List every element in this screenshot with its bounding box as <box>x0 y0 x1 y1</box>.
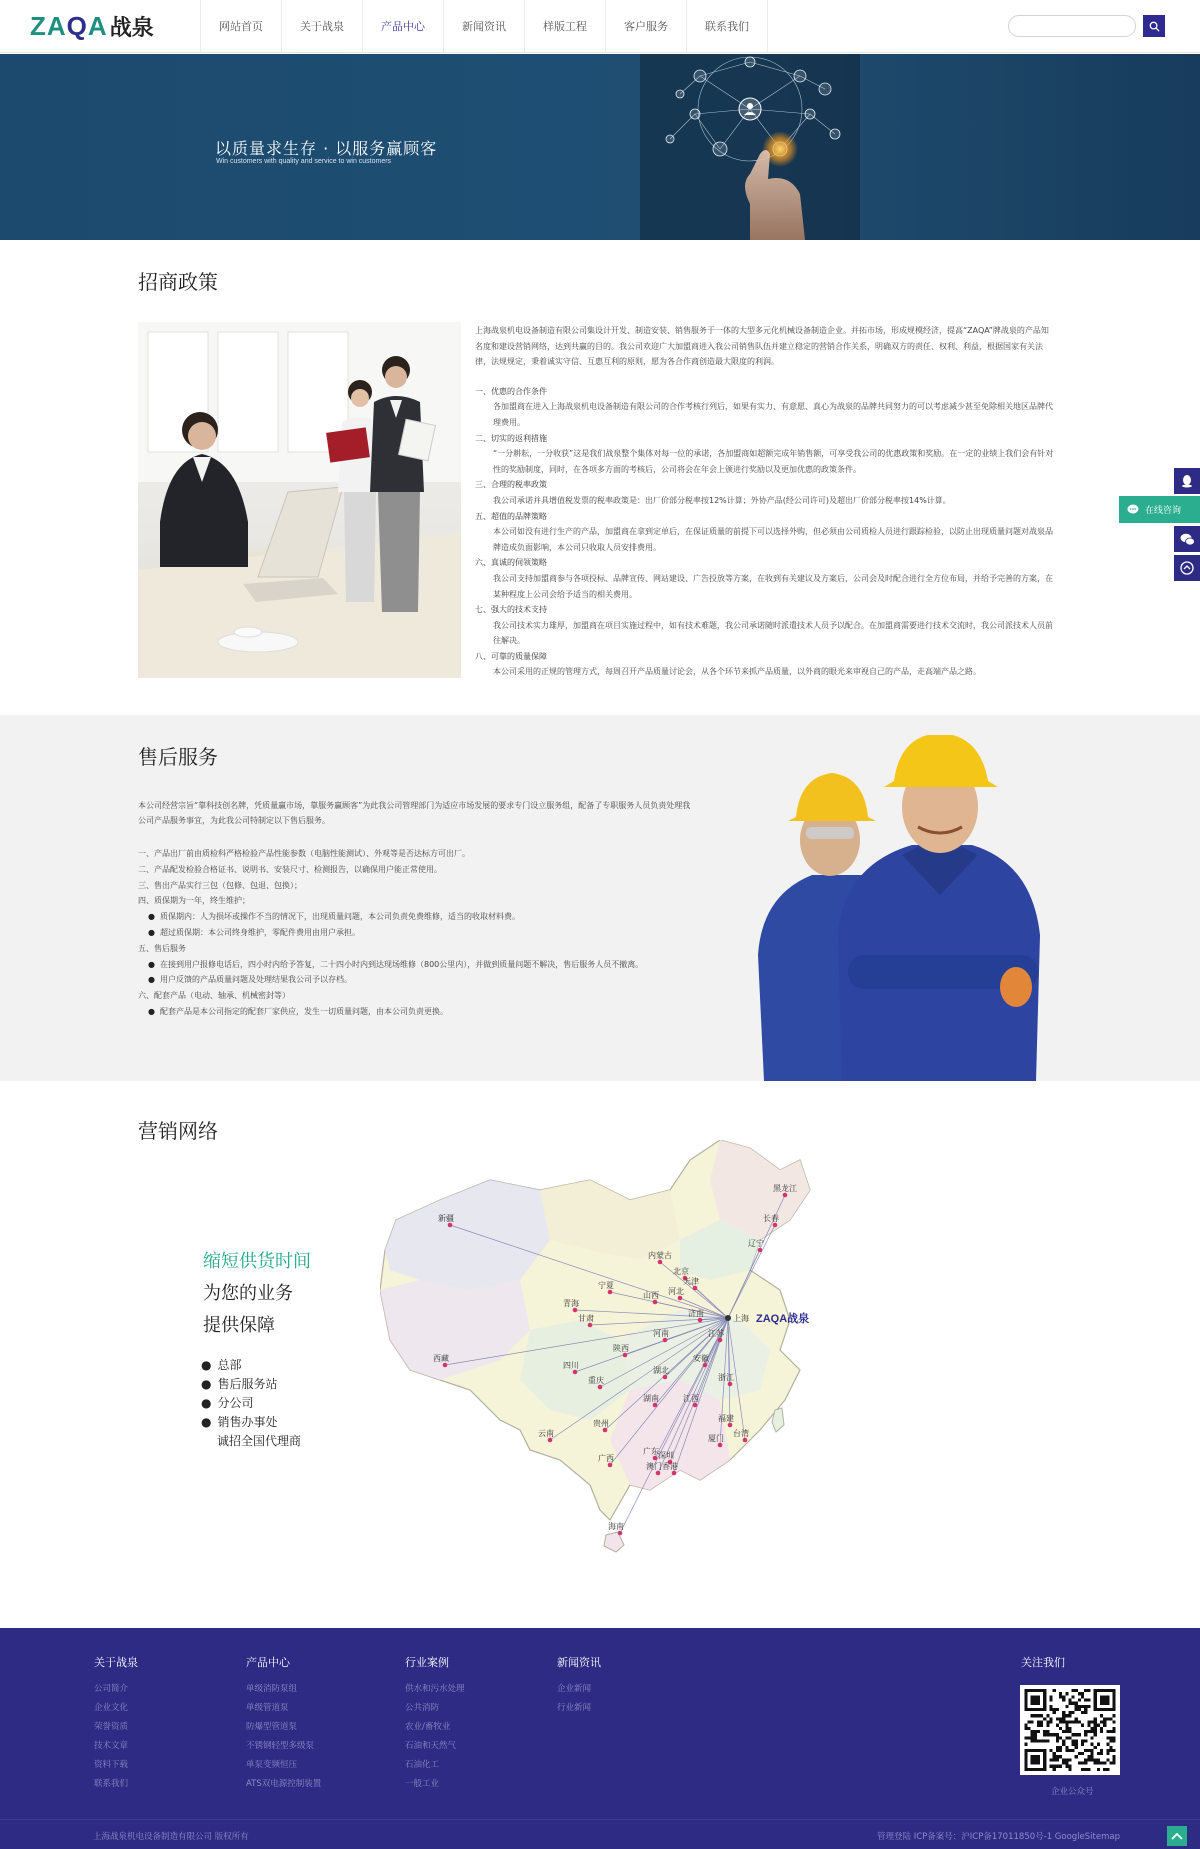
map-city-dot <box>678 1296 683 1301</box>
map-city-label: 北京 <box>673 1267 689 1276</box>
site-footer <box>0 1628 1200 1849</box>
network-headline-2: 为您的业务 <box>203 1283 293 1304</box>
network-headline-3: 提供保障 <box>203 1315 275 1336</box>
banner-title: 以质量求生存 · 以服务赢顾客 <box>215 139 438 158</box>
map-city-label: 重庆 <box>588 1376 604 1385</box>
policy-item-heading: 八、可靠的质量保障 <box>475 651 547 661</box>
search-input[interactable] <box>1008 15 1136 37</box>
map-city-label: 西藏 <box>433 1354 449 1363</box>
map-city-label: 澳门 <box>646 1462 662 1471</box>
map-city-label: 湖南 <box>643 1394 659 1403</box>
map-city-label: 广东 <box>643 1447 659 1456</box>
map-city-dot <box>693 1403 698 1408</box>
map-city-label: 海南 <box>608 1522 624 1531</box>
copyright-text: 上海战泉机电设备制造有限公司 版权所有 <box>93 1832 249 1842</box>
logo-text-a: ZA <box>30 10 67 41</box>
policy-item-body: 我公司支持加盟商参与各项投标、品牌宣传、网站建设、广告投放等方案，在收到有关建议及方案后，公司会及时配合进行全方位布局，并给予完善的方案，在某种程度上公司会给予适当的相关费用。 <box>493 573 1053 599</box>
policy-item-body: 各加盟商在进入上海战泉机电设备制造有限公司的合作考核行列后，如果有实力、有意愿、真心为战泉的品牌共同努力的可以考虑减少甚至免除相关地区品牌代理费用。 <box>493 402 1053 427</box>
map-city-label: 台湾 <box>733 1429 749 1438</box>
map-city-dot <box>718 1338 723 1343</box>
footer-col-about <box>94 1654 138 1794</box>
map-city-label: 深圳 <box>658 1451 674 1460</box>
map-city-label: 陕西 <box>613 1344 629 1353</box>
scroll-top-button[interactable] <box>1174 555 1200 581</box>
map-city-label: 安徽 <box>693 1354 709 1363</box>
side-toolbar <box>1174 468 1200 584</box>
map-city-dot <box>623 1353 628 1358</box>
nav-service[interactable]: 客户服务 <box>606 0 687 53</box>
map-city-label: 河北 <box>668 1287 684 1296</box>
map-city-label: 江苏 <box>708 1329 724 1338</box>
footer-link[interactable]: 单级管道泵 <box>246 1703 289 1713</box>
map-city-label: 济南 <box>688 1309 704 1318</box>
map-city-dot <box>773 1223 778 1228</box>
map-city-label: 湖北 <box>653 1366 669 1375</box>
main-nav <box>200 0 768 53</box>
footer-link[interactable]: 荣誉资质 <box>94 1722 129 1732</box>
footer-col-title: 行业案例 <box>405 1656 449 1669</box>
legend-item: ● 售后服务站 <box>201 1375 301 1394</box>
map-city-dot <box>663 1375 668 1380</box>
map-city-dot <box>758 1248 763 1253</box>
map-city-dot <box>608 1290 613 1295</box>
nav-about[interactable]: 关于战泉 <box>282 0 363 53</box>
logo-text-cn: 战泉 <box>109 15 154 41</box>
map-city-label: 广西 <box>598 1454 614 1463</box>
map-city-dot <box>728 1382 733 1387</box>
nav-home[interactable]: 网站首页 <box>201 0 282 53</box>
footer-link[interactable]: 公司简介 <box>94 1684 129 1694</box>
map-city-dot <box>693 1286 698 1291</box>
service-intro: 本公司经营宗旨“靠科技创名牌，凭质量赢市场，靠服务赢顾客”为此我公司管理部门为适应市场发展的要求专门设立服务组，配备了专职服务人员负责处理我公司产品服务事宜，为此我公司特制定以下售后服务。 <box>138 801 691 825</box>
policy-item-body: 本公司采用的正规的管理方式，每周召开产品质量讨论会，从各个环节来抓产品质量，以外商的眼光来审视自己的产品，走高端产品之路。 <box>493 667 981 677</box>
service-line: 一、产品出厂前由质检科严格检验产品性能参数（电脑性能测试）、外观等是否达标方可出厂。 <box>138 849 470 858</box>
map-city-label: 新疆 <box>438 1214 454 1223</box>
network-touch-illustration <box>600 54 900 240</box>
footer-link[interactable]: 企业文化 <box>94 1703 129 1713</box>
service-section <box>0 715 1200 1081</box>
policy-item-body: “一分耕耘，一分收获”这是我们战泉整个集体对每一位的承诺，各加盟商如超额完成年销售额，可享受我公司的优惠政策和奖励。在一定的业绩上我们会有针对性的奖励制度，同时，在各项多方面的考核后，公司将会在年会上颁进行奖励以及更加优惠的政策条件。 <box>493 449 1054 474</box>
map-legend <box>201 1356 301 1451</box>
legend-note: 诚招全国代理商 <box>217 1434 302 1448</box>
wechat-button[interactable] <box>1174 526 1200 552</box>
back-to-top-button[interactable] <box>1167 1826 1187 1846</box>
footer-link[interactable]: 防爆型管道泵 <box>246 1722 298 1732</box>
footer-col-title: 关于战泉 <box>94 1656 138 1669</box>
qq-chat-button[interactable] <box>1174 468 1200 494</box>
logo-text-c: A <box>87 10 108 41</box>
map-city-label: 长春 <box>763 1214 779 1223</box>
footer-link[interactable]: 公共消防 <box>405 1703 440 1713</box>
map-city-dot <box>573 1370 578 1375</box>
map-city-dot <box>653 1403 658 1408</box>
network-title: 营销网络 <box>138 1119 218 1143</box>
footer-link[interactable]: 供水和污水处理 <box>405 1684 465 1694</box>
logo-text-q: Q <box>66 10 88 41</box>
service-bullet: ● 超过质保期：本公司终身维护，零配件费用由用户承担。 <box>138 925 698 941</box>
policy-text <box>475 323 1055 680</box>
business-meeting-photo <box>138 322 461 678</box>
search-icon <box>1149 21 1160 32</box>
map-city-label: 厦门 <box>708 1434 724 1443</box>
policy-item-heading: 二、切实的返利措施 <box>475 433 547 443</box>
service-list <box>138 846 698 1020</box>
map-city-dot <box>598 1385 603 1390</box>
policy-item-heading: 七、强大的技术支持 <box>475 605 547 615</box>
policy-item-heading: 六、真诚的伺领策略 <box>475 558 547 568</box>
map-city-label: 宁夏 <box>598 1281 614 1290</box>
footer-link[interactable]: 联系我们 <box>94 1779 129 1789</box>
legend-item: ● 分公司 <box>201 1394 301 1413</box>
footer-link[interactable]: 一般工业 <box>405 1779 440 1789</box>
map-city-dot <box>548 1438 553 1443</box>
policy-item-heading: 一、优惠的合作条件 <box>475 386 547 396</box>
policy-item-heading: 五、超值的品牌策略 <box>475 511 547 521</box>
banner-subtitle: Win customers with quality and service to win customers <box>216 158 392 165</box>
wechat-icon <box>1180 533 1195 546</box>
map-city-dot <box>573 1308 578 1313</box>
footer-link[interactable]: 资料下载 <box>94 1760 129 1770</box>
map-city-dot <box>728 1423 733 1428</box>
map-city-dot <box>783 1193 788 1198</box>
search-button[interactable] <box>1143 15 1165 37</box>
map-logo: ZAQA战泉 <box>756 1313 810 1325</box>
map-city-label: 青海 <box>563 1299 579 1308</box>
map-city-dot <box>718 1443 723 1448</box>
workers-photo <box>752 735 1052 1081</box>
map-city-label: 辽宁 <box>748 1239 764 1248</box>
legend-item: ● 销售办事处 <box>201 1413 301 1432</box>
footer-col-title: 新闻资讯 <box>557 1656 601 1669</box>
china-sales-map <box>380 1140 940 1580</box>
map-city-dot <box>443 1363 448 1368</box>
service-bullet: ● 用户反馈的产品质量问题及处理结果我公司予以存档。 <box>138 972 698 988</box>
policy-item-body: 我公司承诺并具增值税发票的税率政策是：出厂价部分税率按12%计算；外协产品(经公司许可)及超出厂价部分税率按14%计算。 <box>493 495 951 505</box>
footer-link[interactable]: 石油化工 <box>405 1760 440 1770</box>
map-city-label: 香港 <box>662 1462 678 1471</box>
policy-title: 招商政策 <box>138 270 218 294</box>
map-city-label: 四川 <box>563 1361 579 1370</box>
service-bullet: ● 质保期内：人为损坏或操作不当的情况下，出现质量问题，本公司负责免费维修，适当的收取材料费。 <box>138 909 698 925</box>
map-city-dot <box>658 1260 663 1265</box>
footer-link[interactable]: 单泵变频恒压 <box>246 1760 298 1770</box>
consult-label: 在线咨询 <box>1145 506 1182 516</box>
footer-link[interactable]: 石油和天然气 <box>405 1741 457 1751</box>
legend-item: ● 总部 <box>201 1356 301 1375</box>
site-header <box>0 0 1200 53</box>
map-city-label: 天津 <box>683 1277 699 1286</box>
map-city-dot <box>663 1338 668 1343</box>
nav-contact[interactable]: 联系我们 <box>687 0 768 53</box>
service-line: 四、质保期为一年，终生维护； <box>138 896 250 906</box>
map-city-label: 云南 <box>538 1429 554 1438</box>
footer-link[interactable]: 技术文章 <box>94 1741 129 1751</box>
footer-col-title: 产品中心 <box>246 1656 290 1669</box>
map-city-label: 内蒙古 <box>648 1251 672 1260</box>
map-city-dot <box>672 1471 677 1476</box>
map-city-dot <box>448 1223 453 1228</box>
map-hq-label: 上海 <box>733 1314 749 1323</box>
online-consult-button[interactable] <box>1119 496 1200 523</box>
footer-link[interactable]: 农业/畜牧业 <box>405 1722 451 1732</box>
map-city-label: 河南 <box>653 1329 669 1338</box>
policy-intro: 上海战泉机电设备制造有限公司集设计开发、制造安装、销售服务于一体的大型多元化机械设备制造企业。并拓市场，形成规模经济，提高“ZAQA”牌战泉的产品知名度和建设营销网络，达到共赢的目的。我公司欢迎广大加盟商进入我公司销售队伍并建立稳定的营销合作关系，明确双方的责任、权利、利益，根据国家有关法律，法规规定，秉着诚实守信、互惠互利的原则，愿为各合作商创造最大限度的利润。 <box>475 326 1049 367</box>
map-city-dot <box>603 1428 608 1433</box>
map-city-dot <box>653 1300 658 1305</box>
icp-text[interactable]: 管理登陆 ICP备案号：沪ICP备17011850号-1 GoogleSitemap <box>877 1832 1120 1842</box>
service-bullet: ● 配套产品是本公司指定的配套厂家供应，发生一切质量问题，由本公司负责更换。 <box>138 1004 698 1020</box>
logo[interactable] <box>30 10 154 42</box>
service-line: 五、售后服务 <box>138 943 186 953</box>
qr-caption: 企业公众号 <box>1051 1787 1094 1797</box>
footer-col-news <box>557 1654 601 1718</box>
footer-link[interactable]: ATS双电源控制装置 <box>246 1779 322 1789</box>
map-city-label: 甘肃 <box>578 1314 594 1323</box>
footer-link[interactable]: 不锈钢轻型多级泵 <box>246 1741 315 1751</box>
map-city-dot <box>743 1438 748 1443</box>
qq-icon <box>1180 474 1194 488</box>
policy-item-body: 我公司技术实力雄厚，加盟商在项目实施过程中，如有技术难题，我公司承诺随时派遣技术人员予以配合。在加盟商需要进行技术交流时，我公司派技术人员前往解决。 <box>493 620 1053 646</box>
map-city-dot <box>703 1363 708 1368</box>
map-city-dot <box>656 1471 661 1476</box>
map-city-dot <box>588 1323 593 1328</box>
map-city-dot <box>608 1463 613 1468</box>
service-bullet: ● 在接到用户报修电话后，四小时内给予答复，二十四小时内到达现场维修（800公里内），并做到质量问题不解决，售后服务人员不撤离。 <box>138 957 698 973</box>
map-city-label: 贵州 <box>593 1419 609 1428</box>
footer-link[interactable]: 单级消防泵组 <box>246 1684 298 1694</box>
map-city-label: 江西 <box>683 1394 699 1403</box>
footer-col-cases <box>405 1654 465 1794</box>
map-city-dot <box>618 1531 623 1536</box>
chevron-up-icon <box>1171 1831 1183 1841</box>
nav-projects[interactable]: 样版工程 <box>525 0 606 53</box>
map-city-dot <box>653 1456 658 1461</box>
nav-products[interactable]: 产品中心 <box>363 0 444 53</box>
follow-title: 关注我们 <box>1021 1656 1065 1669</box>
wechat-qr-code <box>1020 1685 1120 1775</box>
footer-bottom-bar <box>0 1819 1200 1849</box>
footer-link[interactable]: 企业新闻 <box>557 1684 592 1694</box>
network-headline-1: 缩短供货时间 <box>203 1251 311 1272</box>
service-title: 售后服务 <box>138 745 218 769</box>
service-line: 六、配套产品（电动、轴承、机械密封等） <box>138 991 290 1001</box>
map-city-label: 黑龙江 <box>773 1184 797 1193</box>
footer-col-products <box>246 1654 321 1794</box>
chat-bubble-icon <box>1127 504 1139 515</box>
map-city-label: 浙江 <box>718 1373 734 1382</box>
arrow-up-circle-icon <box>1180 561 1194 575</box>
nav-news[interactable]: 新闻资讯 <box>444 0 525 53</box>
footer-link[interactable]: 行业新闻 <box>557 1703 592 1713</box>
map-city-label: 福建 <box>718 1414 734 1423</box>
policy-item-heading: 三、合理的税率政策 <box>475 480 547 490</box>
map-city-label: 山西 <box>643 1291 659 1300</box>
hero-banner <box>0 54 1200 240</box>
service-line: 三、售出产品实行三包（包修、包退、包换）； <box>138 880 302 890</box>
service-line: 二、产品配发检验合格证书、说明书、安装尺寸、检测报告，以确保用户能正常使用。 <box>138 864 442 874</box>
policy-item-body: 本公司如没有进行生产的产品，加盟商在拿到定单后，在保证质量的前提下可以选择外购，但必须由公司质检人员进行跟踪检验，以防止出现质量问题对战泉品牌造成负面影响，本公司只收取人员安排费用。 <box>493 527 1053 552</box>
map-city-dot <box>698 1318 703 1323</box>
